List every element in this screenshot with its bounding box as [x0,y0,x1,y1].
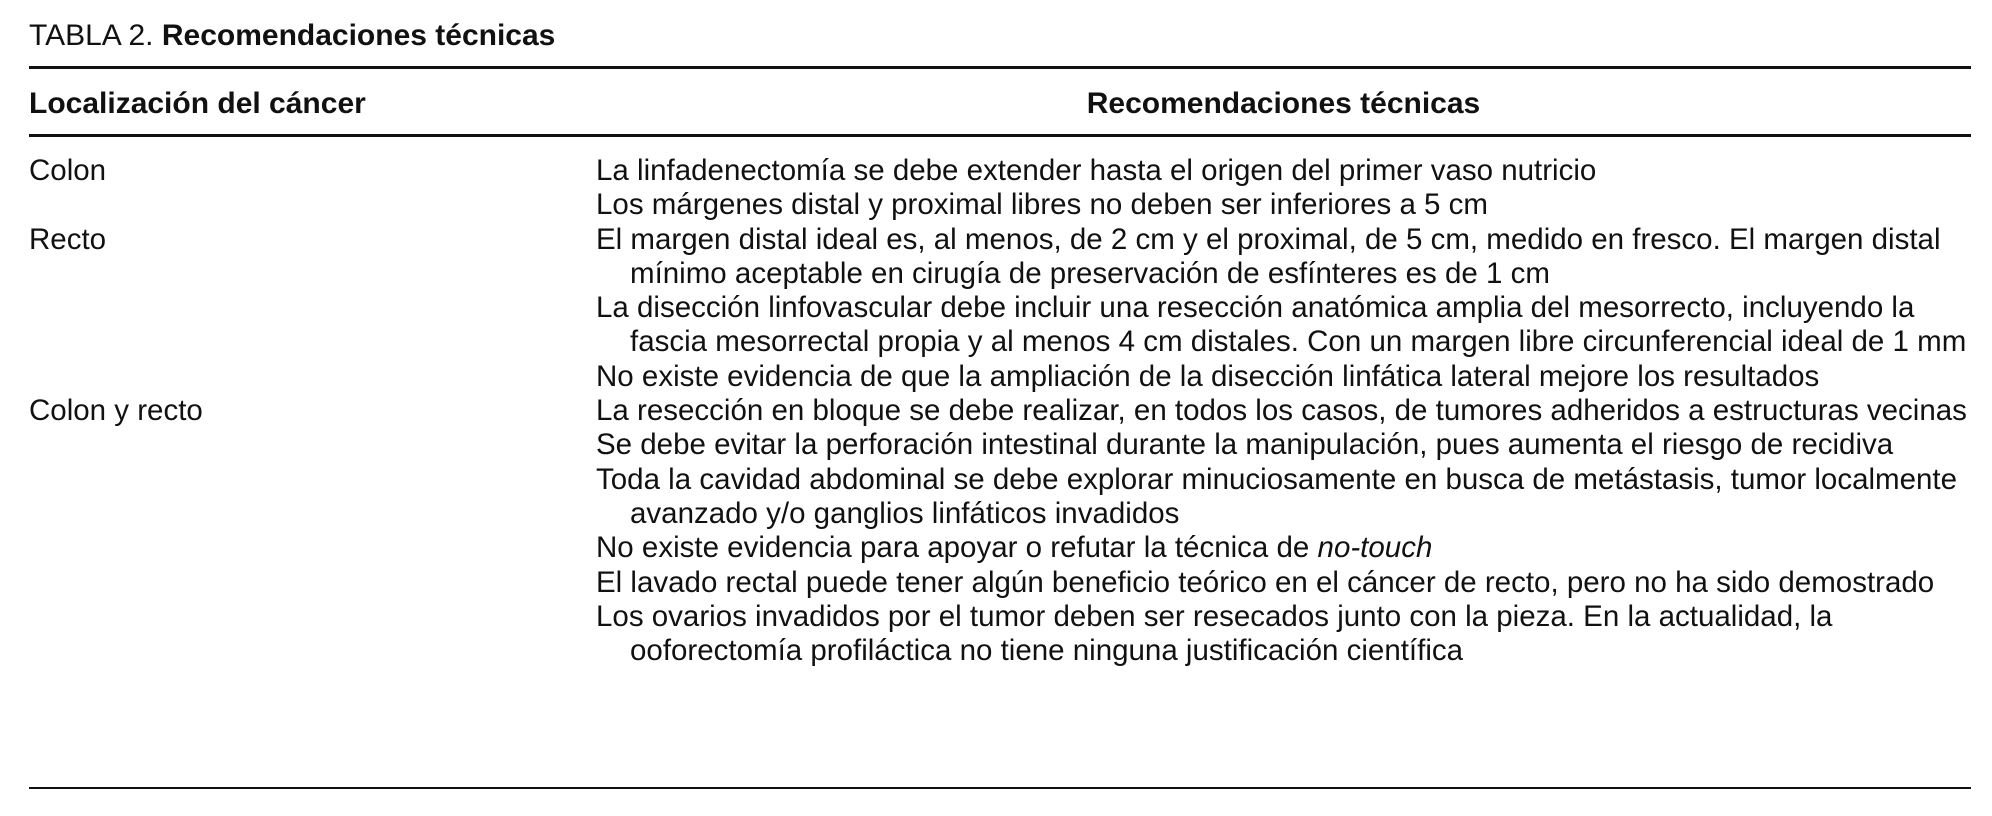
table-body [29,154,1971,668]
table-row [29,394,1971,668]
table-row [29,154,1971,223]
table-caption [29,16,555,56]
recommendation-item: Se debe evitar la perforación intestinal durante la manipulación, pues aumenta el riesgo de recidiva [596,428,1894,462]
recommendation-item: Toda la cavidad abdominal se debe explorar minuciosamente en busca de metástasis, tumor localmente avanzado y/o ganglios linfáticos invadidos [596,462,1958,530]
header-location: Localización del cáncer [29,87,366,120]
header-recommendations: Recomendaciones técnicas [1086,87,1481,120]
recommendations-cell [596,394,1971,668]
top-rule [29,66,1971,69]
bottom-rule [29,787,1971,789]
italic-term: no-touch [1317,531,1433,565]
recommendation-item [596,531,1971,565]
recommendations-cell [596,223,1971,394]
table-row [29,223,1971,394]
recommendation-item: El margen distal ideal es, al menos, de 2 cm y el proximal, de 5 cm, medido en fresco. El margen distal mínimo aceptable en cirugía de preservación de esfínteres es de 1 cm [596,222,1941,290]
recommendation-item: La disección linfovascular debe incluir una resección anatómica amplia del mesorrecto, incluyendo la fascia mesorrectal propia y al menos 4 cm distales. Con un margen libre circunferencial ideal de 1 mm [596,291,1967,359]
recommendation-item: La resección en bloque se debe realizar, en todos los casos, de tumores adheridos a estructuras vecinas [596,394,1967,428]
recommendation-item: No existe evidencia de que la ampliación de la disección linfática lateral mejore los resultados [596,359,1820,393]
recommendation-item: Los ovarios invadidos por el tumor deben ser resecados junto con la pieza. En la actualidad, la ooforectomía profiláctica no tiene ninguna justificación científica [596,599,1833,668]
recommendation-item: La linfadenectomía se debe extender hasta el origen del primer vaso nutricio [596,154,1597,187]
location-cell: Recto [29,222,107,256]
recommendation-item: El lavado rectal puede tener algún beneficio teórico en el cáncer de recto, pero no ha sido demostrado [596,565,1935,599]
location-cell: Colon y recto [29,394,203,428]
caption-label: TABLA 2. [29,19,154,52]
recommendation-item: Los márgenes distal y proximal libres no deben ser inferiores a 5 cm [596,188,1488,222]
caption-title: Recomendaciones técnicas [161,19,556,52]
recommendations-cell [596,154,1971,223]
location-cell: Colon [29,154,107,187]
recommendation-text: No existe evidencia para apoyar o refutar la técnica de [596,531,1310,565]
header-rule [29,134,1971,137]
